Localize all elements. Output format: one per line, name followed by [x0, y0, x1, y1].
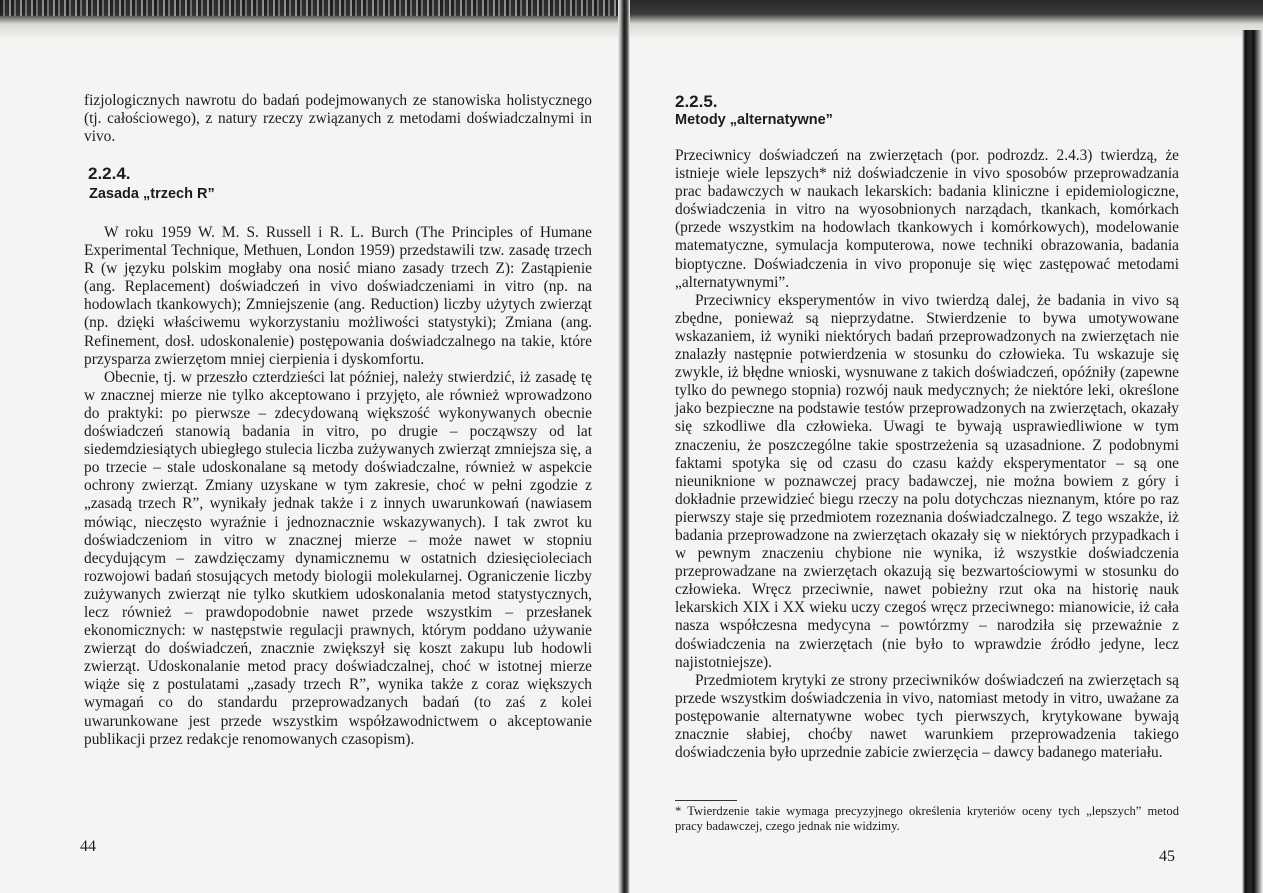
section-number: 2.2.4.	[88, 164, 131, 183]
section-number: 2.2.5.	[675, 92, 718, 111]
footnote-rule	[675, 800, 737, 801]
intro-text: fizjologicznych nawrotu do badań podejmowanych ze stanowiska holistycznego (tj. całościowego), z natury rzeczy związanych z metodami doświadczalnymi in vivo.	[84, 92, 592, 146]
book-spine	[618, 0, 630, 893]
page-number: 45	[1159, 848, 1175, 865]
page-edge-shadow	[1242, 30, 1263, 893]
section-title: Metody „alternatywne”	[675, 112, 833, 128]
paragraph: Przedmiotem krytyki ze strony przeciwników doświadczeń na zwierzętach są przede wszystkim doświadczenia in vivo, natomiast metody in vitro, uważane za postępowanie alternatywne wobec tych pierwszych, krytykowane bywają znacznie słabiej, choćby nawet warunkiem przeprowadzenia takiego doświadczenia było uprzednie zabicie zwierzęcia – dawcy badanego materiału.	[675, 671, 1179, 762]
paragraph: Przeciwnicy eksperymentów in vivo twierdzą dalej, że badania in vivo są zbędne, ponieważ są nieprzydatne. Stwierdzenie to bywa umotywowane wskazaniem, iż wyniki niektórych badań przeprowadzonych na zwierzętach nie znalazły następnie potwierdzenia w stosunku do człowieka. Tu wskazuje się zwykle, iż błędne wnioski, wysnuwane z takich doświadczeń, opóźniły (zapewne tylko do pewnego stopnia) rozwój nauk medycznych; że niektóre leki, określone jako bezpieczne na podstawie testów przeprowadzonych na zwierzętach, okazały się szkodliwe dla człowieka. Uwagi te bywają usprawiedliwione w tym znaczeniu, że poszczególne takie spostrzeżenia są uzasadnione. Z podobnymi faktami spotyka się od czasu do czasu każdy eksperymentator – są one nieuniknione w poznawczej pracy badawczej, nie można bowiem z góry i dokładnie przewidzieć biegu rzeczy na polu dotychczas nieznanym, które po raz pierwszy staje się przedmiotem rozeznania doświadczalnego. Z tego wszakże, iż badania przeprowadzone na zwierzętach okazały się w niektórych przypadkach i w pewnym znaczeniu chybione nie wynika, iż wszystkie doświadczenia przeprowadzane na zwierzętach okazują się bezwartościowymi w stosunku do człowieka. Wręcz przeciwnie, nawet pobieżny rzut oka na historię nauk lekarskich XIX i XX wieku uczy czegoś wręcz przeciwnego: mianowicie, iż cała nasza współczesna medycyna – powtórzmy – narodziła się przeważnie z doświadczenia na zwierzętach (nie było to wprawdzie źródło jedyne, lecz najistotniejsze).	[675, 291, 1179, 671]
paragraph: Obecnie, tj. w przeszło czterdzieści lat później, należy stwierdzić, iż zasadę tę w znacznej mierze nie tylko akceptowano i przyjęto, ale również wprowadzono do praktyki: po pierwsze – zdecydowaną większość wykonywanych obecnie doświadczeń stanowią badania in vitro, po drugie – począwszy od lat siedemdziesiątych ubiegłego stulecia liczba zużywanych zwierząt zmniejsza się, a po trzecie – stale udoskonalane są metody doświadczalne, również w aspekcie ochrony zwierząt. Zmiany uzyskane w tym zakresie, choć w pełni zgodzie z „zasadą trzech R”, wynikały jednak także i z innych uwarunkowań (nawiasem mówiąc, nieczęsto wyraźnie i jednoznacznie wskazywanych). I tak zwrot ku doświadczeniom in vitro w znacznej mierze – może nawet w stopniu decydującym – zawdzięczamy dynamicznemu w ostatnich dziesięcioleciach rozwojowi badań stosujących metody biologii molekularnej. Ograniczenie liczby zużywanych zwierząt nie tylko skutkiem udoskonalania metod statystycznych, lecz również – prawdopodobnie nawet przede wszystkim – przesłanek ekonomicznych: w następstwie regulacji prawnych, którym poddano używanie zwierząt do doświadczeń, znacznie zwiększył się koszt zakupu lub hodowli zwierząt. Udoskonalanie metod pracy doświadczalnej, choć w istotnej mierze wiąże się z postulatami „zasady trzech R”, wynika także z coraz większych wymagań co do standardu przeprowadzanych badań (to zaś z kolei uwarunkowane jest przede wszystkim współzawodnictwem o akceptowanie publikacji przez redakcje renomowanych czasopism).	[84, 368, 592, 748]
paragraph: Przeciwnicy doświadczeń na zwierzętach (por. podrozdz. 2.4.3) twierdzą, że istnieje wiele lepszych* niż doświadczenie in vivo sposobów przeprowadzania prac badawczych w naukach lekarskich: badania kliniczne i epidemiologiczne, doświadczenia in vitro na wyosobnionych narządach, tkankach, komórkach (przede wszystkim na hodowlach tkankowych i komórkowych), modelowanie matematyczne, symulacja komputerowa, nowe techniki obrazowania, badania bioptyczne. Doświadczenia in vivo proponuje się więc zastępować metodami „alternatywnymi”.	[675, 147, 1179, 291]
right-page	[630, 0, 1242, 893]
page-number: 44	[80, 838, 96, 855]
section-body	[84, 224, 592, 749]
section-body	[675, 147, 1179, 762]
section-title: Zasada „trzech R”	[89, 186, 215, 202]
left-page	[0, 0, 618, 893]
paragraph: W roku 1959 W. M. S. Russell i R. L. Burch (The Principles of Humane Experimental Technique, Methuen, London 1959) przedstawili tzw. zasadę trzech R (w języku polskim mogłaby ona nosić miano zasady trzech Z): Zastąpienie (ang. Replacement) doświadczeń in vivo doświadczeniami in vitro (np. na hodowlach tkankowych); Zmniejszenie (ang. Reduction) liczby użytych zwierząt (np. dzięki właściwemu wykorzystaniu możliwości statystyki); Zmiana (ang. Refinement, dosł. udoskonalenie) postępowania doświadczalnego na takie, które przysparza zwierzętom mniej cierpienia i dyskomfortu.	[84, 224, 592, 368]
footnote: * Twierdzenie takie wymaga precyzyjnego określenia kryteriów oceny tych „lepszych” metod pracy badawczej, czego jednak nie widzimy.	[675, 804, 1179, 833]
